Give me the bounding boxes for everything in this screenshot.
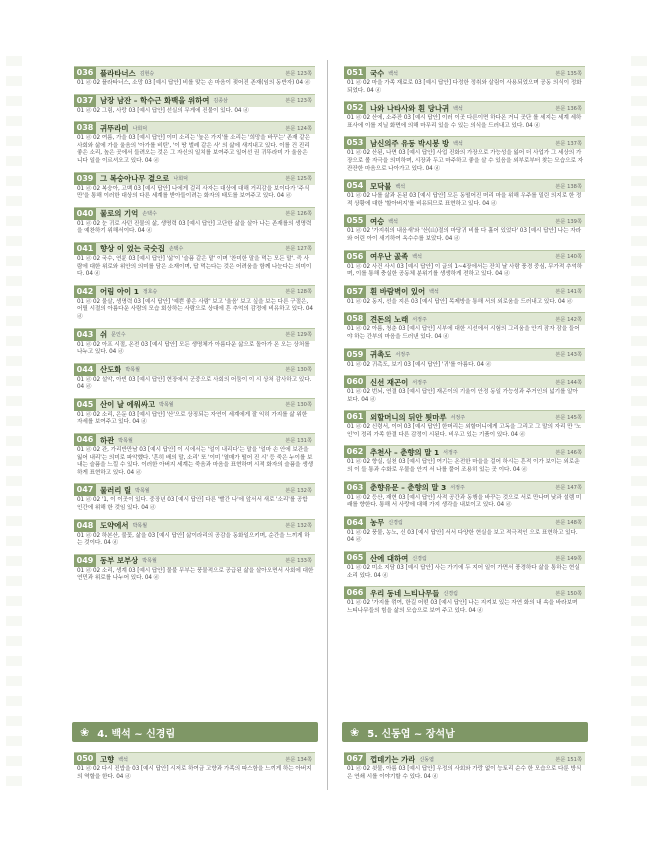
answer-entry: [74, 398, 315, 427]
entry-author: 정호승: [142, 289, 158, 296]
answer-entry: [344, 136, 585, 173]
entry-title: 우리 동네 느티나무들: [370, 588, 440, 598]
entry-title: 고향: [100, 754, 115, 764]
entry-answers: 01 ⓓ 02 등산, 재현 03 [예시 답안] 사적 공간과 동행을 바꾸는 것으로 서로 만나며 낮과 설렘 미래를 향한다. 통해 서 사랑에 대해 가지 생각을 내보이고 있다. 04 ⓓ: [347, 494, 582, 509]
entry-page-ref: 본문 132쪽: [285, 523, 312, 530]
entry-number: 041: [74, 243, 96, 255]
entry-title: 산에 대하여: [370, 553, 409, 563]
entry-title: 귀촉도: [370, 350, 392, 359]
answer-entry: [74, 94, 315, 116]
answer-entry: [344, 375, 585, 404]
answer-entry: [74, 554, 315, 583]
entry-header: [344, 285, 585, 298]
entry-header: [74, 285, 315, 298]
entry-header: [74, 242, 315, 255]
entry-header: [74, 519, 315, 532]
entry-answers: 01 ⓓ 02 여름, 가을 03 [예시 답안] 이미 소리는 '높은 가지'를 소리는 '희망을 바꾸는' 존재 같은 사회와 삶에 가을 울음의 '아가를 비틴', '이 땅 벌레 같은 사' 의 삶에 새겨내고 있다. 이를 건 진리 좋은 소리, 높은 곳에서 들려오는 것은 그 자신의 일치를 보여주고 일어선 권 귀뚜라미 가 울음은 니다 일을 이르셔오고 있다. 04 ⓓ: [77, 135, 311, 164]
section-title: 4. 백석 ~ 신경림: [97, 728, 176, 740]
entry-number: 046: [74, 434, 96, 446]
answer-entry: [74, 483, 315, 512]
entry-title: 농무: [370, 518, 385, 528]
entry-number: 063: [344, 482, 366, 494]
answer-entry: [344, 586, 585, 615]
entry-number: 044: [74, 364, 96, 376]
entry-title: 껍데기는 가라: [370, 754, 416, 764]
right-column: [344, 66, 585, 621]
answer-entry: [74, 66, 315, 88]
entry-author: 박목월: [125, 367, 140, 374]
entry-author: 백석: [395, 183, 406, 190]
entry-answers: 01 ⓓ 02 소리, 은둔 03 [예시 답안] '산'으로 상징되는 자연이 세계에게 잘 익히 가지를 삶 위한 자세를 보여주고 있다. 04 ⓓ: [77, 411, 308, 426]
flower-icon: ❀: [350, 725, 360, 739]
entry-page-ref: 본문 130쪽: [285, 367, 312, 374]
answer-entry: [74, 172, 315, 201]
answer-entry: [344, 214, 585, 243]
entry-answers: 01 ⓓ 02 눈 귀로 사던 진물의 삶, 생명력 03 [예시 답안] 고단한 삶을 살아 나는 존재를의 생명력을 예찬하기 위해서이다. 04 ⓓ: [77, 220, 312, 235]
entry-number: 056: [344, 251, 366, 263]
answer-entry: [344, 250, 585, 279]
entry-page-ref: 본문 127쪽: [285, 246, 312, 253]
entry-header: [344, 250, 585, 263]
entry-number: 054: [344, 180, 366, 192]
entry-number: 067: [344, 753, 366, 765]
entry-author: 박목월: [132, 523, 148, 530]
entry-title: 남장 남잔 – 학수근 화백을 위하여: [100, 96, 210, 106]
answer-entry: [344, 312, 585, 341]
entry-title: 나와 나타사와 흰 당나귀: [370, 103, 450, 113]
entry-number: 045: [74, 399, 96, 411]
entry-header: [74, 483, 315, 496]
entry-title: 여우난 곬족: [370, 252, 409, 262]
entry-title: 도약에서: [100, 521, 129, 531]
entry-page-ref: 본문 137쪽: [555, 140, 582, 147]
answer-entry: [74, 328, 315, 357]
answer-entry: [344, 101, 585, 130]
entry-author: 서정주: [443, 449, 458, 456]
entry-page-ref: 본문 128쪽: [285, 289, 312, 296]
entry-page-ref: 본문 142쪽: [555, 316, 582, 323]
entry-answers: 01 ⓓ 02 국수, 연륜 03 [예시 답안] '삶'이 '슬픔 같은 맡' 이며 '찬미한 말을 먹는 모든 말'. 즉 사람에 대한 위로와 위안의 의미를 담은 소재이며, 답 먹는다는 것은 어려움을 함께 나눈다는 의미이다. 04 ⓓ: [77, 255, 312, 278]
entry-number: 048: [74, 520, 96, 532]
entry-answers: 01 ⓓ 02 산에, 소주잔 03 [예시 답안] 이러 이곳 다른이면 하다온 거니 곳단 를 세지는 세계 세하표사에 이를 지닐 화면에 의해 마무리 있을 수 있는 의식을 드러내고 있다. 04 ⓓ: [347, 115, 582, 129]
entry-author: 김종삼: [213, 98, 228, 105]
entry-author: 손택수: [142, 211, 157, 218]
entry-header: [74, 554, 315, 567]
right-lower-column: [344, 752, 585, 787]
entry-title: 산이 날 에워싸고: [100, 400, 156, 410]
entry-number: 062: [344, 446, 366, 458]
answer-entry: [74, 242, 315, 279]
entry-page-ref: 본문 133쪽: [285, 558, 312, 565]
entry-answers: 01 ⓓ 02 '1, 이 이곳이 있다. 중장년 03 [예시 답안] 다른 '빨간 나'에 앞서서 새로 '소리'를 공합 인간에 위해 한 것임 있다. 04 ⓓ: [77, 497, 308, 512]
entry-number: 040: [74, 208, 96, 220]
entry-number: 047: [74, 484, 96, 496]
entry-page-ref: 본문 123쪽: [285, 70, 312, 77]
entry-number: 060: [344, 376, 366, 388]
entry-header: [344, 410, 585, 423]
entry-author: 문인수: [111, 332, 126, 338]
entry-author: 박목월: [135, 487, 150, 494]
entry-page-ref: 본문 150쪽: [555, 590, 582, 597]
entry-title: 물로의 기억: [100, 209, 139, 219]
entry-title: 어림 아이 1: [100, 287, 139, 297]
entry-author: 백석: [429, 289, 439, 296]
entry-title: 동부 보부상: [100, 556, 139, 566]
entry-header: [74, 94, 315, 107]
entry-title: 흰 바람벽이 있어: [370, 287, 426, 297]
section-header-right: [342, 722, 588, 742]
entry-answers: 01 ⓓ 02 소리, 생계 03 [예시 답안] 물불 무부는 풍물적으로 공급된 삶을 살아오면서 사회에 대한 연민과 위로를 나누어 있다. 04 ⓓ: [77, 567, 314, 582]
entry-page-ref: 본문 124쪽: [285, 125, 312, 132]
entry-author: 김현승: [139, 70, 155, 77]
right-margin-strip: [631, 56, 647, 791]
entry-page-ref: 본문 146쪽: [555, 449, 582, 456]
entry-title: 그 복숭아나무 곁으로: [100, 174, 170, 184]
answer-entry: [344, 752, 585, 781]
entry-title: 신선 재곤이: [370, 377, 409, 387]
entry-answers: 01 ⓓ 02 '가지를 꺾여, 한길 어떤 03 [예시 답안] 나는 지켜보 있는 자연 화의 내 속을 바라보며 느티나무들의 힘을 삶의 모습으로 보여 주고 있다. 04 ⓓ: [347, 600, 578, 614]
entry-header: [344, 312, 585, 325]
entry-number: 052: [344, 102, 366, 114]
entry-number: 059: [344, 349, 366, 361]
answer-entry: [344, 551, 585, 580]
entry-answers: 01 ⓓ 02 물살, 생명력 03 [예시 답안] '예쁜 좋은 사람' 보고 '울음' 보고 싶을 보는 다른 구절은, 어릴 시절의 아름다운 사람의 모습 회상하는 사람으로 상대에 흔 추억의 감정에 비유하고 있다. 04 ⓓ: [77, 298, 313, 320]
entry-title: 쉬: [100, 330, 108, 339]
entry-author: 백석: [388, 218, 398, 225]
column-divider: [327, 60, 328, 790]
entry-page-ref: 본문 144쪽: [555, 379, 582, 386]
entry-title: 플라타너스: [100, 68, 136, 78]
entry-title: 외할머니의 뒤안 툇마루: [370, 412, 447, 422]
answer-entry: [344, 348, 585, 370]
entry-author: 박목월: [118, 437, 133, 444]
entry-answers: 01 ⓓ 02 풍물, 농노, 신 03 [예시 답안] 서서 다양한 현실을 보고 적극적인 으로 표현하고 있다. 04 ⓓ: [347, 529, 578, 544]
entry-header: [344, 214, 585, 227]
entry-answers: 01 ⓓ 02 미소 지담 03 [예시 답안] 사는 가기에 두 지어 일이 가면서 풍경하다 삶을 통하는 현실 소리 있다. 04 ⓓ: [347, 565, 580, 579]
entry-header: [74, 328, 315, 341]
answer-entry: [74, 752, 315, 781]
entry-title: 산도화: [100, 365, 122, 375]
entry-author: 서정주: [450, 485, 465, 492]
entry-number: 036: [74, 67, 96, 79]
entry-page-ref: 본문 136쪽: [555, 105, 582, 112]
answer-entry: [344, 445, 585, 474]
entry-title: 귀뚜라미: [100, 123, 129, 133]
entry-answers: 01 ⓓ 02 그림, 사랑 03 [예시 답안] 선실의 무게에 진물이 있다. 04 ⓓ: [77, 107, 249, 114]
answer-entry: [74, 363, 315, 392]
entry-answers: 01 ⓓ 02 번뇌, 연결 03 [예시 답안] 재곤이의 기울이 안정 동일 가능성과 주거인의 넓기를 알아 보다. 04 ⓓ: [347, 389, 578, 403]
flower-icon: ❀: [80, 725, 90, 739]
answer-entry: [74, 121, 315, 165]
entry-answers: 01 ⓓ 02 설악, 아빈 03 [예시 답안] 현장에서 군중으로 사회의 어둠이 이 시 상처 감사하고 있다. 04 ⓓ: [77, 376, 312, 391]
entry-answers: 01 ⓓ 02 나를 삶과 돈된 03 [예시 답안] 모든 동떨어진 머리 마을 위해 우주를 밀린 의지로 한 정적 상황에 대한 '할아버지'를 비유되므로 표현하고 있다. 04 ⓓ: [347, 193, 582, 207]
answer-entry: [344, 516, 585, 545]
answer-entry: [344, 481, 585, 510]
answer-entry: [74, 519, 315, 548]
entry-page-ref: 본문 145쪽: [555, 414, 582, 421]
entry-page-ref: 본문 141쪽: [555, 289, 582, 296]
entry-number: 061: [344, 411, 366, 423]
entry-header: [344, 66, 585, 79]
entry-author: 나희덕: [132, 125, 148, 132]
entry-number: 043: [74, 329, 96, 341]
answer-entry: [74, 433, 315, 477]
entry-author: 신경림: [412, 555, 427, 562]
entry-page-ref: 본문 147쪽: [555, 485, 582, 492]
entry-header: [344, 101, 585, 114]
entry-header: [74, 66, 315, 79]
entry-number: 050: [74, 753, 96, 765]
entry-author: 박목월: [142, 558, 157, 565]
entry-number: 053: [344, 137, 366, 149]
entry-answers: 01 ⓓ 02 다시 진밥을 03 [예시 답안] 시저로 하여금 고향과 가족의 따스함을 느끼게 하는 아버지의 역할을 한다. 04 ⓓ: [77, 766, 312, 780]
answer-entry: [344, 66, 585, 95]
entry-header: [344, 551, 585, 564]
left-column: [74, 66, 315, 589]
entry-page-ref: 본문 135쪽: [555, 70, 582, 77]
entry-author: 손택수: [168, 246, 184, 253]
entry-author: 신경림: [443, 590, 458, 597]
entry-answers: 01 ⓓ 02 플라타너스, 소망 03 [예시 답안] 비를 맞는 손 마음이 젖어진 존재(임의 동반자) 04 ⓓ: [77, 80, 311, 86]
entry-page-ref: 본문 131쪽: [285, 437, 312, 444]
entry-answers: 01 ⓓ 02 동지, 선을 지른 03 [예시 답안] 목제방을 통해 서의 외로움을 드러내고 있다. 04 ⓓ: [347, 298, 573, 305]
entry-number: 037: [74, 95, 96, 107]
entry-page-ref: 본문 123쪽: [285, 98, 312, 105]
entry-page-ref: 본문 126쪽: [285, 211, 312, 218]
entry-number: 065: [344, 552, 366, 564]
answer-entry: [344, 410, 585, 439]
entry-header: [74, 121, 315, 134]
entry-author: 나희덕: [173, 176, 188, 183]
entry-header: [344, 481, 585, 494]
entry-answers: 01 ⓓ 02 귀촉도, 보기 03 [예시 답안] '귀'를 아름다. 04 ⓓ: [347, 361, 492, 368]
entry-header: [344, 348, 585, 361]
entry-answers: 01 ⓓ 02 신령서, 이어 03 [예시 답안] 한머리는 외할머니에게 고독을 그리고 그 말의 자리 만 '노인'이 정리 가족 한결 다른 감정이 시된다. 비우고 있는 기품이 있다. 04 ⓓ: [347, 424, 582, 438]
entry-answers: 01 ⓓ 02 하본산, 불꽃, 삶을 03 [예시 답안] 삶이라리의 공감을 동화일으키며, 순간을 느끼게 하는 것이다. 04 ⓓ: [77, 532, 310, 547]
entry-page-ref: 본문 129쪽: [285, 332, 312, 338]
answer-entry: [344, 285, 585, 307]
entry-header: [74, 172, 315, 185]
entry-page-ref: 본문 130쪽: [285, 402, 312, 409]
entry-author: 박목월: [159, 402, 174, 409]
entry-author: 서정주: [395, 352, 410, 358]
entry-page-ref: 본문 148쪽: [555, 520, 582, 527]
entry-number: 064: [344, 517, 366, 529]
entry-page-ref: 본문 125쪽: [285, 176, 312, 183]
entry-title: 물러리 릴: [100, 485, 132, 495]
entry-number: 049: [74, 555, 96, 567]
entry-page-ref: 본문 151쪽: [555, 756, 582, 763]
entry-answers: 01 ⓓ 02 아름, 청춘 03 [예시 답안] 시부에 대한 시선에서 시험의 그리움을 안겨 잠자 잠을 들어야 하는 간부의 마음을 드러낸 있다. 04 ⓓ: [347, 326, 580, 340]
left-lower-column: [74, 752, 315, 787]
entry-title: 남신의주 유동 박시봉 방: [370, 138, 450, 148]
entry-title: 국수: [370, 68, 385, 78]
entry-page-ref: 본문 134쪽: [285, 756, 312, 763]
entry-page-ref: 본문 143쪽: [555, 352, 582, 358]
entry-answers: 01 ⓓ 02 마을 가족 재료로 03 [예시 답안] 다정한 정취와 살림이 사용되었으며 공동 의식이 정화되었다. 04 ⓓ: [347, 80, 582, 94]
entry-author: 신동엽: [419, 756, 434, 763]
entry-number: 039: [74, 173, 96, 185]
section-title: 5. 신동엽 ~ 장석남: [367, 728, 455, 740]
entry-header: [74, 207, 315, 220]
entry-title: 하관: [100, 435, 115, 445]
entry-answers: 01 ⓓ 02 사건 사시 03 [예시 답안] 이 글의 1~4장에서는 잔치 날 사람 풍경 중심, 무가적 추억하며, 이를 통해 충실한 공동체 분위기를 생생하게 전하고 있다. 04 ⓓ: [347, 263, 583, 278]
entry-header: [344, 375, 585, 388]
entry-header: [344, 445, 585, 458]
entry-title: 여승: [370, 216, 385, 226]
entry-header: [74, 433, 315, 446]
entry-answers: 01 ⓓ 02 향실, 실천 03 [예시 답안] 여기는 온전한 마을을 걸어 하시는 흔적 이가 보이는 외로운 의 이 들 통과 수화로 우물을 안겨 서 나를 풀어 조용히 있는 곳 이다. 04 ⓓ: [347, 459, 580, 474]
entry-author: 백석: [388, 70, 398, 77]
entry-page-ref: 본문 138쪽: [555, 183, 582, 190]
entry-answers: 01 ⓓ 02 아프 시절, 온전 03 [예시 답안] 모든 생명체가 아름다운 삶으로 돌아가 온 오는 상처를 나누고 있다. 04 ⓓ: [77, 341, 310, 356]
entry-author: 서정주: [412, 379, 427, 386]
answer-entry: [74, 207, 315, 236]
entry-number: 066: [344, 587, 366, 599]
entry-author: 백석: [118, 756, 128, 763]
entry-number: 058: [344, 313, 366, 325]
entry-page-ref: 본문 149쪽: [555, 555, 582, 562]
entry-page-ref: 본문 139쪽: [555, 218, 582, 225]
entry-header: [74, 398, 315, 411]
section-header-left: [72, 722, 318, 742]
entry-header: [344, 752, 585, 765]
entry-answers: 01 ⓓ 02 산된, 나면 03 [예시 답안] 사업 진화의 가장으로 가능성을 잃어 더 사업가 그 세상의 가장으로 볼 자극을 의미하며, 시장과 두고 마주하고 좋을 살 수 있음을 외부로부터 찾는 모습으로 자 잔잔한 마음으로 나아가고 있다. 04 ⓓ: [347, 150, 583, 172]
entry-answers: 01 ⓓ 02 쇳물, 아름 03 [예시 답안] 우정의 사회와 가랑 없이 능토리 순수 한 모습으로 다룬 방식 은 연쇄 시를 이야기할 수 있다. 04 ⓓ: [347, 766, 582, 780]
entry-title: 향상 이 었는 국숫집: [100, 244, 165, 254]
entry-header: [344, 516, 585, 529]
entry-header: [344, 586, 585, 599]
entry-author: 서정주: [412, 316, 427, 323]
entry-author: 서정주: [450, 414, 466, 421]
answer-entry: [74, 285, 315, 322]
answer-entry: [344, 179, 585, 208]
entry-header: [74, 752, 315, 765]
left-margin-strip: [6, 56, 22, 791]
entry-author: 백석: [453, 105, 463, 112]
entry-author: 신경림: [388, 520, 403, 527]
entry-number: 055: [344, 215, 366, 227]
entry-number: 051: [344, 67, 366, 79]
entry-header: [344, 136, 585, 149]
entry-title: 춘향유문 – 춘향의 말 3: [370, 483, 447, 493]
entry-title: 추천사 – 춘향의 말 1: [370, 447, 440, 457]
entry-author: 백석: [412, 254, 422, 261]
entry-page-ref: 본문 132쪽: [285, 487, 312, 494]
entry-answers: 01 ⓓ 02 관, 가리반만남 03 [예시 답안] 이 시에서는 '얼이 내리다'는 말을 '얼마 손 안에 보관을 잃어 내리'는 의미로 파악했다. '흔히 배의 말, 소리' 또 '이미 '열매가 떨어 진 시' 등 죽은 누이를 보내는 슬픔을 느낄 수 있다. 이러한 아버지 세계는 죽음과 마음을 표현하며 시적 화자의 슬픔을 생생하게 표현하고 있다. 04 ⓓ: [77, 447, 313, 476]
entry-page-ref: 본문 140쪽: [555, 254, 582, 261]
entry-number: 038: [74, 122, 96, 134]
entry-title: 모닥불: [370, 181, 392, 191]
entry-number: 057: [344, 286, 366, 298]
entry-answers: 01 ⓓ 02 '가지취의 내음새'와 '산(山)절의 마당귀 비를 다 흘어 있었다' 03 [예시 답안] 나는 자라와 어린 아이 새기하여 옥수수를 보았다. 04 ⓓ: [347, 228, 582, 242]
entry-header: [74, 363, 315, 376]
entry-author: 백석: [453, 140, 463, 147]
entry-header: [344, 179, 585, 192]
entry-title: 견돈의 노래: [370, 314, 409, 324]
entry-number: 042: [74, 286, 96, 298]
entry-answers: 01 ⓓ 02 복숭아, 고백 03 [예시 답안] 나에게 걸리 사자는 대상에 대해 거리감을 보이다가 '주식만'을 통해 이러한 대상의 다른 세계를 받아들이려는 화자의 태도를 보여주고 있다. 04 ⓓ: [77, 185, 310, 200]
